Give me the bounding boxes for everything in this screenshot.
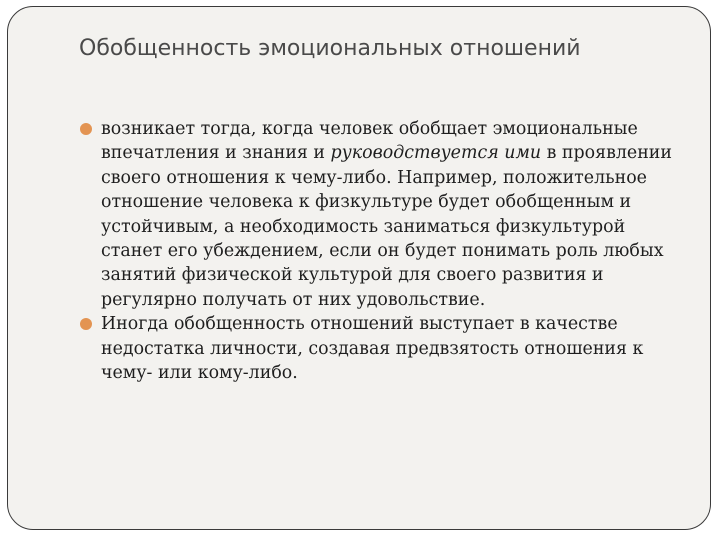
slide-content (80, 117, 680, 385)
bullet-text: Иногда обобщенность отношений выступает в качестве недостатка личности, создавая предвзятость отношения к чему- или кому-либо. (101, 314, 644, 384)
bullet-text-continued: в проявлении своего отношения к чему-либо. Например, положительное отношение человека к физкультуре будет обобщенным и устойчивым, а необходимость заниматься физкультурой станет его убеждением, если он будет понимать роль любых занятий физической культурой для своего развития и регулярно получать от них удовольствие. (101, 143, 672, 310)
bullet-text: возникает тогда, когда человек обобщает эмоциональные впечатления и знания и (101, 119, 638, 164)
bullet-dot-icon (80, 318, 92, 330)
slide-title: Обобщенность эмоциональных отношений (79, 36, 581, 61)
bullet-item (80, 312, 680, 385)
bullet-item (80, 117, 680, 312)
bullet-dot-icon (80, 123, 92, 135)
bullet-emphasis: руководствуется ими (330, 143, 542, 164)
